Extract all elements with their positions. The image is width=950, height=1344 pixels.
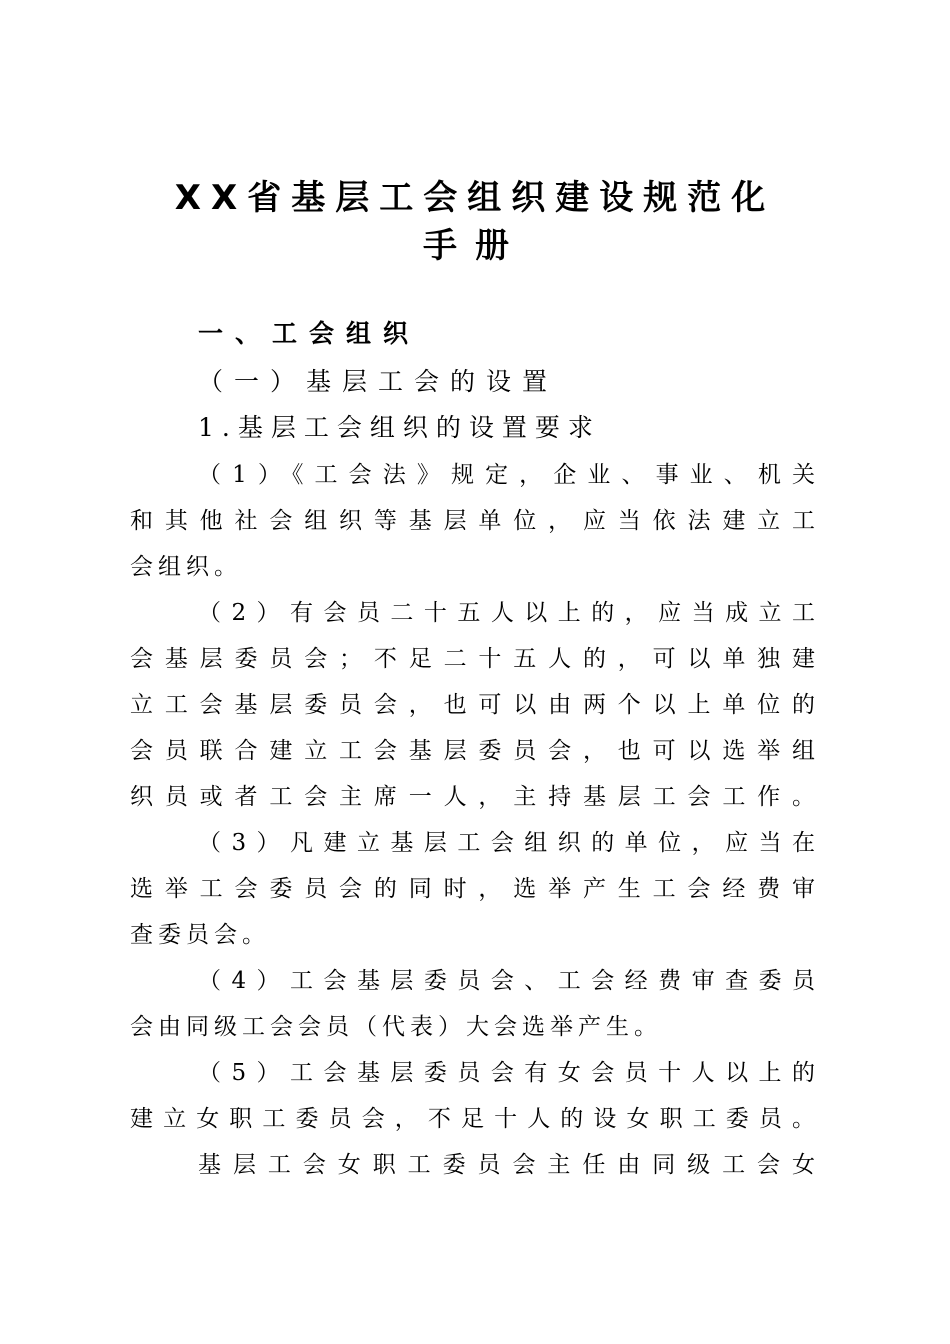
paragraph-line: （3）凡建立基层工会组织的单位，应当在 bbox=[198, 830, 820, 856]
subsection-heading: （一）基层工会的设置 bbox=[198, 367, 559, 396]
paragraph-5 bbox=[130, 1050, 820, 1142]
paragraph-line: 织员或者工会主席一人，主持基层工会工作。 bbox=[130, 784, 820, 810]
paragraph-line: 立工会基层委员会，也可以由两个以上单位的 bbox=[130, 692, 820, 718]
item-heading: 1.基层工会组织的设置要求 bbox=[198, 413, 601, 442]
paragraph-1 bbox=[130, 452, 820, 590]
paragraph-line: （5）工会基层委员会有女会员十人以上的 bbox=[198, 1060, 820, 1086]
paragraph-line: 建立女职工委员会，不足十人的设女职工委员。 bbox=[130, 1106, 820, 1132]
paragraph-line: 和其他社会组织等基层单位，应当依法建立工 bbox=[130, 508, 820, 534]
section-heading: 一、工会组织 bbox=[198, 319, 421, 348]
paragraph-line: 选举工会委员会的同时，选举产生工会经费审 bbox=[130, 876, 820, 902]
document-title-line-1: XX省基层工会组织建设规范化 bbox=[174, 178, 776, 218]
paragraph-line: 基层工会女职工委员会主任由同级工会女 bbox=[198, 1152, 820, 1178]
paragraph-line: 查委员会。 bbox=[130, 922, 270, 948]
paragraph-line: （4）工会基层委员会、工会经费审查委员 bbox=[198, 968, 820, 994]
paragraph-2 bbox=[130, 590, 820, 820]
paragraph-4 bbox=[130, 958, 820, 1050]
paragraph-line: 会组织。 bbox=[130, 554, 242, 580]
paragraph-line: 会基层委员会；不足二十五人的，可以单独建 bbox=[130, 646, 820, 672]
paragraph-line: 会员联合建立工会基层委员会，也可以选举组 bbox=[130, 738, 820, 764]
paragraph-line: （1）《工会法》规定，企业、事业、机关 bbox=[198, 462, 820, 488]
paragraph-line: （2）有会员二十五人以上的，应当成立工 bbox=[198, 600, 820, 626]
paragraph-3 bbox=[130, 820, 820, 958]
paragraph-6 bbox=[130, 1142, 820, 1188]
paragraph-line: 会由同级工会会员（代表）大会选举产生。 bbox=[130, 1014, 662, 1040]
document-title-line-2: 手册 bbox=[423, 226, 527, 266]
